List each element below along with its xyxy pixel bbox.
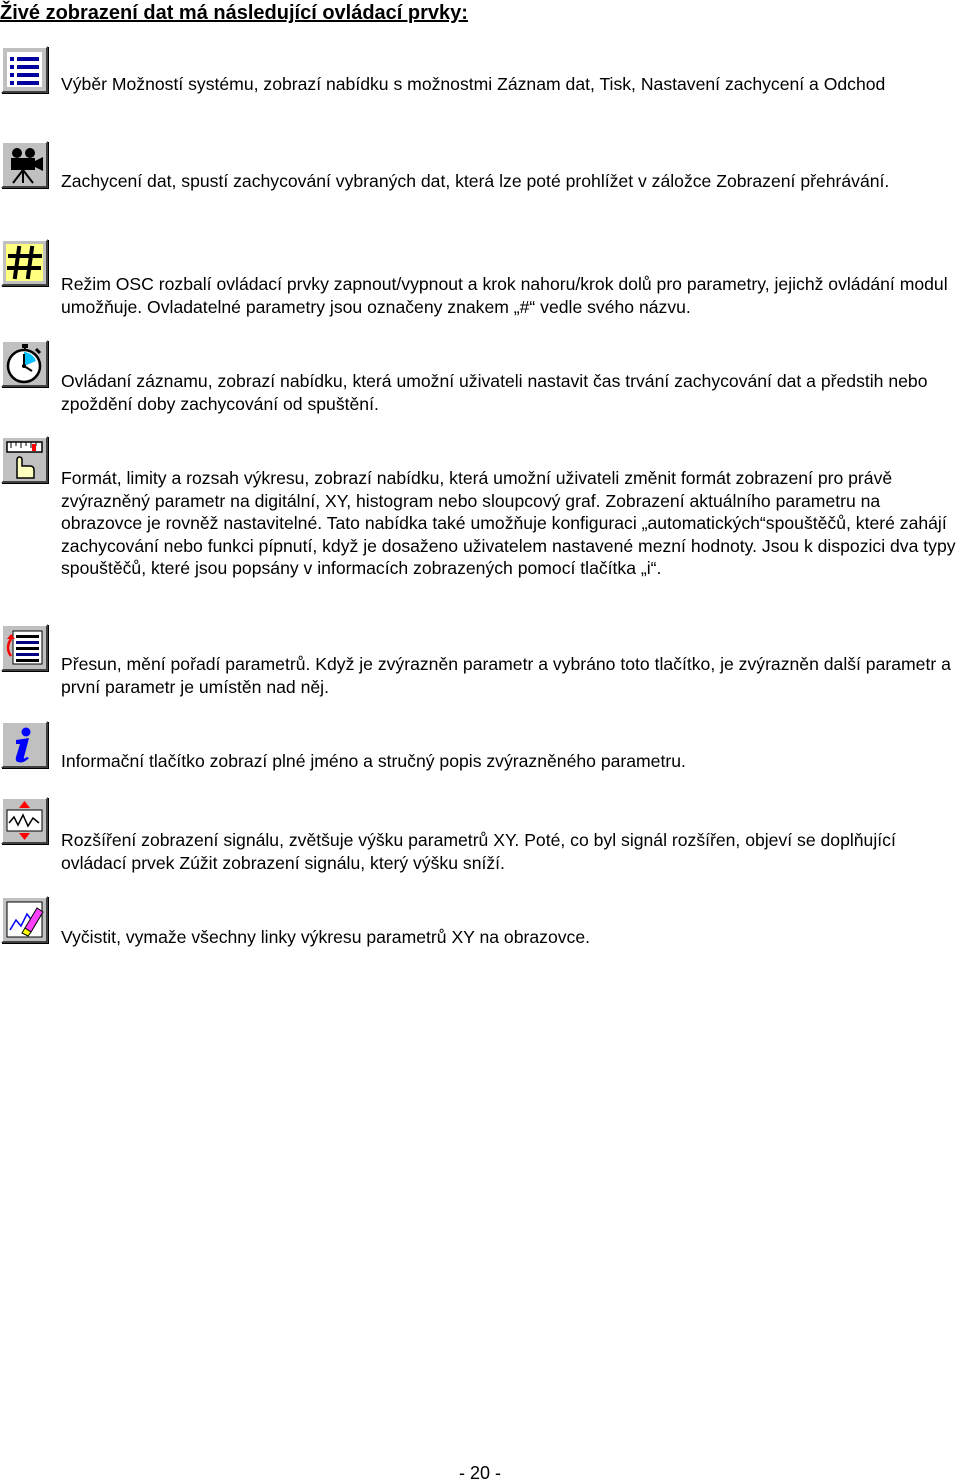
item-text-move-parameter: Přesun, mění pořadí parametrů. Když je zvýrazněn parametr a vybráno toto tlačítko, je zvýrazněn další parametr a první parametr je umístěn nad něj. — [61, 654, 951, 697]
item-text-system-options: Výběr Možností systému, zobrazí nabídku s možnostmi Záznam dat, Tisk, Nastavení zachycení a Odchod — [61, 74, 886, 94]
info-icon[interactable] — [1, 721, 48, 768]
item-text-info-button: Informační tlačítko zobrazí plné jméno a stručný popis zvýrazněného parametru. — [61, 751, 686, 771]
menu-list-icon[interactable] — [1, 46, 48, 93]
movie-camera-icon[interactable] — [1, 141, 48, 188]
page-number: - 20 - — [458, 1463, 501, 1483]
item-text-clear: Vyčistit, vymaže všechny linky výkresu parametrů XY na obrazovce. — [61, 927, 590, 947]
item-text-record-control: Ovládaní záznamu, zobrazí nabídku, která umožní uživateli nastavit čas trvání zachycování dat a předstih nebo zpoždění doby zachycování od spuštění. — [61, 371, 928, 414]
stopwatch-icon[interactable] — [1, 340, 48, 387]
expand-signal-icon[interactable] — [1, 797, 48, 844]
item-text-osc-mode: Režim OSC rozbalí ovládací prvky zapnout/vypnout a krok nahoru/krok dolů pro parametry, jejichž ovládání modul umožňuje. Ovladatelné parametry jsou označeny znakem „#“ vedle svého názvu. — [61, 274, 948, 317]
format-limits-icon[interactable] — [1, 436, 48, 483]
clear-eraser-icon[interactable] — [1, 896, 48, 943]
page-title: Živé zobrazení dat má následující ovládací prvky: — [0, 2, 468, 24]
move-parameter-icon[interactable] — [1, 624, 48, 671]
item-text-format-limits: Formát, limity a rozsah výkresu, zobrazí nabídku, která umožní uživateli změnit formát zobrazení pro právě zvýrazněný parametr na digitální, XY, histogram nebo sloupcový graf. Zobrazení aktuálního parametru na obrazovce je rovněž nastavitelné. Tato nabídka také umožňuje konfiguraci „automatických“spouštěčů, které zahájí zachycování nebo funkci pípnutí, když je dosaženo uživatelem nastavené mezní hodnoty. Jsou k dispozici dva typy spouštěčů, které jsou popsány v informacích zobrazených pomocí tlačítka „i“. — [61, 468, 956, 579]
hash-icon[interactable] — [1, 239, 48, 286]
item-text-capture-data: Zachycení dat, spustí zachycování vybraných dat, která lze poté prohlížet v záložce Zobrazení přehrávání. — [61, 171, 890, 191]
item-text-expand-signal: Rozšíření zobrazení signálu, zvětšuje výšku parametrů XY. Poté, co byl signál rozšířen, objeví se doplňující ovládací prvek Zúžit zobrazení signálu, který výšku sníží. — [61, 830, 896, 873]
